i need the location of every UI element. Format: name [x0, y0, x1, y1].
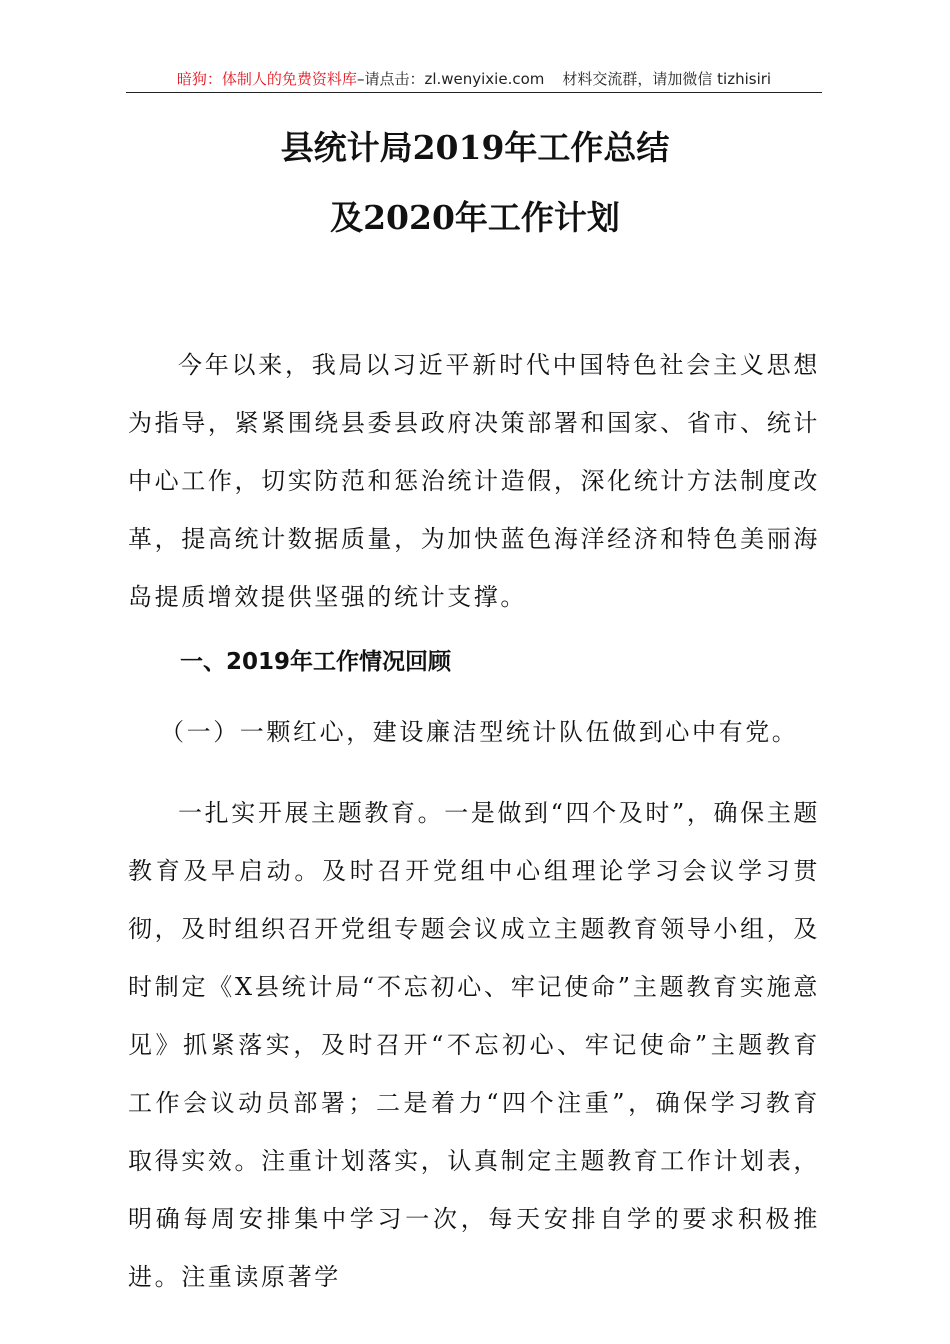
- document-title-line-2: 及2020年工作计划: [330, 198, 620, 237]
- document-title-line-1: 县统计局2019年工作总结: [280, 128, 670, 167]
- header-url-link[interactable]: zl.wenyixie.com: [424, 70, 545, 88]
- body-paragraph-1: 一扎实开展主题教育。一是做到“四个及时”，确保主题教育及早启动。及时召开党组中心组理论学习会议学习贯彻，及时组织召开党组专题会议成立主题教育领导小组，及时制定《X县统计局“不忘初心、牢记使命”主题教育实施意见》抓紧落实，及时召开“不忘初心、牢记使命”主题教育工作会议动员部署；二是着力“四个注重”，确保学习教育取得实效。注重计划落实，认真制定主题教育工作计划表，明确每周安排集中学习一次，每天安排自学的要求积极推进。注重读原著学: [128, 799, 820, 1291]
- header-click-prefix: –请点击：: [356, 70, 425, 88]
- section-heading-1: 一、2019年工作情况回顾: [180, 649, 452, 675]
- page-header: [126, 66, 822, 93]
- intro-paragraph: 今年以来，我局以习近平新时代中国特色社会主义思想为指导，紧紧围绕县委县政府决策部署和国家、省市、统计中心工作，切实防范和惩治统计造假，深化统计方法制度改革，提高统计数据质量，为加快蓝色海洋经济和特色美丽海岛提质增效提供坚强的统计支撑。: [128, 351, 820, 611]
- header-wechat-note: 材料交流群，请加微信 tizhisiri: [562, 70, 772, 88]
- subsection-heading-1: （一）一颗红心，建设廉洁型统计队伍做到心中有党。: [160, 718, 799, 746]
- header-source-label: 暗狗：体制人的免费资料库: [176, 70, 357, 88]
